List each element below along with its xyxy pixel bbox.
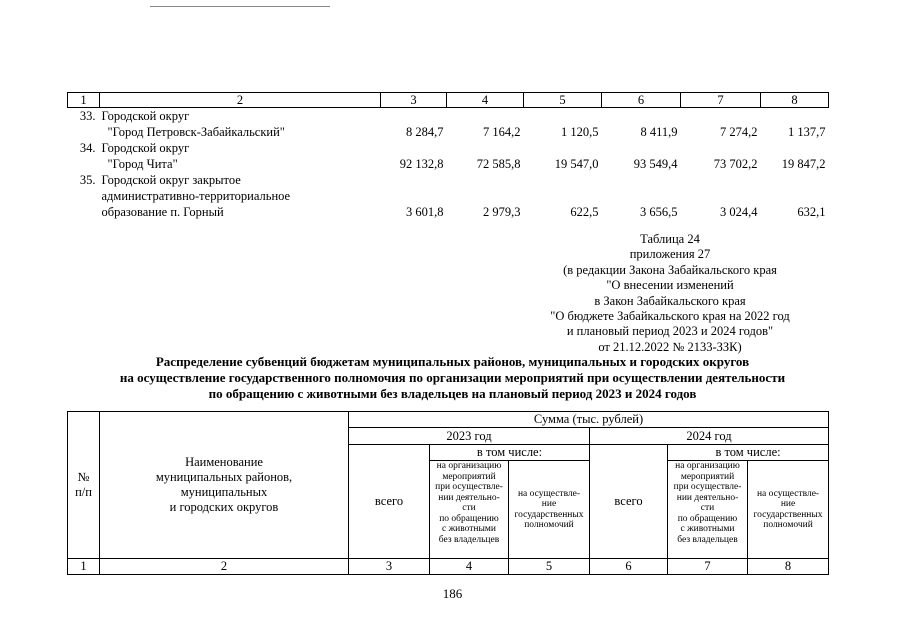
note-line: и плановый период 2023 и 2024 годов"	[566, 324, 774, 339]
column-number: 1	[68, 93, 100, 108]
header-text: сти	[700, 503, 715, 513]
row-name-line: Городской округ	[101, 109, 190, 123]
row-index: 35.	[79, 173, 96, 187]
column-numbers-row	[68, 559, 829, 575]
value-cell: 3 024,4	[720, 205, 758, 219]
table-row	[68, 204, 829, 220]
row-index: 33.	[79, 109, 96, 123]
value-cell: 7 164,2	[483, 125, 521, 139]
header-text: на организацию	[675, 461, 740, 471]
value-cell: 19 847,2	[781, 157, 826, 171]
table-row	[68, 172, 829, 188]
header-text: мероприятий	[680, 471, 735, 482]
header-text: ние	[541, 499, 557, 509]
header-text: по обращению	[677, 513, 738, 524]
name-column-header	[100, 412, 349, 559]
column-number: 7	[681, 93, 761, 108]
column-number: 2	[100, 559, 349, 575]
header-text: Наименование	[185, 455, 263, 469]
column-number: 5	[509, 559, 590, 575]
year-2024-header: 2024 год	[590, 428, 829, 445]
title-line: по обращению с животными без владельцев на плановый период 2023 и 2024 годов	[208, 386, 697, 401]
header-text: нии деятельно-	[438, 492, 500, 503]
header-text: по обращению	[439, 513, 499, 524]
value-cell: 3 601,8	[406, 205, 444, 219]
header-text: муниципальных	[180, 485, 268, 499]
header-text: муниципальных районов,	[155, 470, 293, 484]
value-cell: 1 137,7	[788, 125, 826, 139]
column-number: 6	[602, 93, 681, 108]
column-numbers-row	[68, 93, 829, 108]
value-cell: 93 549,4	[633, 157, 678, 171]
table-row	[68, 156, 829, 172]
column-number: 8	[761, 93, 829, 108]
subsidies-table-continuation	[67, 92, 829, 220]
value-cell: 7 274,2	[720, 125, 758, 139]
header-text: на осуществле-	[756, 488, 820, 499]
column-number: 7	[668, 559, 748, 575]
header-text: государственных	[514, 509, 584, 520]
row-name-line: административно-территориальное	[101, 189, 291, 203]
value-cell: 8 411,9	[640, 125, 678, 139]
note-line: от 21.12.2022 № 2133-ЗЗК)	[598, 339, 742, 354]
value-cell: 92 132,8	[399, 157, 444, 171]
header-text: при осуществле-	[435, 482, 503, 492]
column-number: 1	[68, 559, 100, 575]
note-line: Таблица 24	[640, 232, 700, 246]
header-text: при осуществле-	[673, 482, 742, 492]
header-text: ние	[780, 499, 796, 509]
value-cell: 632,1	[797, 205, 826, 219]
header-text: нии деятельно-	[676, 492, 739, 503]
value-cell: 2 979,3	[483, 205, 521, 219]
scan-artifact-line	[150, 6, 330, 7]
row-name-line: "Город Чита"	[107, 157, 178, 171]
note-line: "О внесении изменений	[606, 278, 734, 293]
column-number: 3	[381, 93, 447, 108]
value-cell: 19 547,0	[554, 157, 599, 171]
column-number: 8	[748, 559, 829, 575]
header-text: сти	[462, 503, 476, 513]
column-number: 4	[447, 93, 524, 108]
including-2023-header: в том числе:	[430, 445, 590, 461]
header-text: с животными	[442, 524, 496, 534]
note-line: в Закон Забайкальского края	[594, 293, 746, 308]
header-text: на организацию	[436, 461, 502, 471]
header-text: п/п	[75, 485, 92, 499]
value-cell: 3 656,5	[640, 205, 678, 219]
value-cell: 8 284,7	[406, 125, 444, 139]
column-number: 6	[590, 559, 668, 575]
including-2024-header: в том числе:	[668, 445, 829, 461]
note-line: "О бюджете Забайкальского края на 2022 год	[550, 309, 790, 324]
table-row	[68, 140, 829, 156]
events-2024-header	[668, 461, 748, 559]
row-index: 34.	[79, 141, 96, 155]
total-2023-header: всего	[349, 445, 430, 559]
table-row	[68, 108, 829, 125]
year-2023-header: 2023 год	[349, 428, 590, 445]
header-text: и городских округов	[169, 500, 279, 514]
annex-note	[540, 232, 800, 355]
header-text: без владельцев	[677, 534, 738, 545]
total-2024-header: всего	[590, 445, 668, 559]
column-number: 2	[100, 93, 381, 108]
subsidies-table-header	[67, 411, 829, 575]
row-name-line: "Город Петровск-Забайкальский"	[107, 125, 285, 139]
page-number: 186	[442, 586, 463, 601]
value-cell: 622,5	[570, 205, 599, 219]
table-row	[68, 188, 829, 204]
value-cell: 1 120,5	[561, 125, 599, 139]
column-number: 3	[349, 559, 430, 575]
row-name-line: Городской округ закрытое	[101, 173, 241, 187]
document-title	[60, 354, 845, 402]
header-text: полномочий	[524, 520, 574, 530]
row-name-line: образование п. Горный	[101, 205, 224, 219]
value-cell: 72 585,8	[476, 157, 521, 171]
header-text: государственных	[753, 509, 823, 520]
column-number: 5	[524, 93, 602, 108]
table-row	[68, 124, 829, 140]
admin-2023-header	[509, 461, 590, 559]
events-2023-header	[430, 461, 509, 559]
header-text: №	[77, 470, 90, 484]
header-text: мероприятий	[442, 471, 496, 482]
row-name-line: Городской округ	[101, 141, 190, 155]
header-text: на осуществле-	[517, 488, 581, 499]
row-number-header	[68, 412, 100, 559]
title-line: Распределение субвенций бюджетам муниципальных районов, муниципальных и городских округов	[155, 354, 750, 369]
header-text: полномочий	[763, 520, 813, 530]
sum-header: Сумма (тыс. рублей)	[349, 412, 829, 428]
note-line: (в редакции Закона Забайкальского края	[563, 262, 777, 277]
admin-2024-header	[748, 461, 829, 559]
title-line: на осуществление государственного полномочия по организации мероприятий при осуществлении деятельности	[119, 370, 786, 385]
value-cell: 73 702,2	[713, 157, 758, 171]
header-text: с животными	[680, 524, 735, 534]
note-line: приложения 27	[629, 247, 711, 262]
header-text: без владельцев	[438, 534, 500, 545]
column-number: 4	[430, 559, 509, 575]
